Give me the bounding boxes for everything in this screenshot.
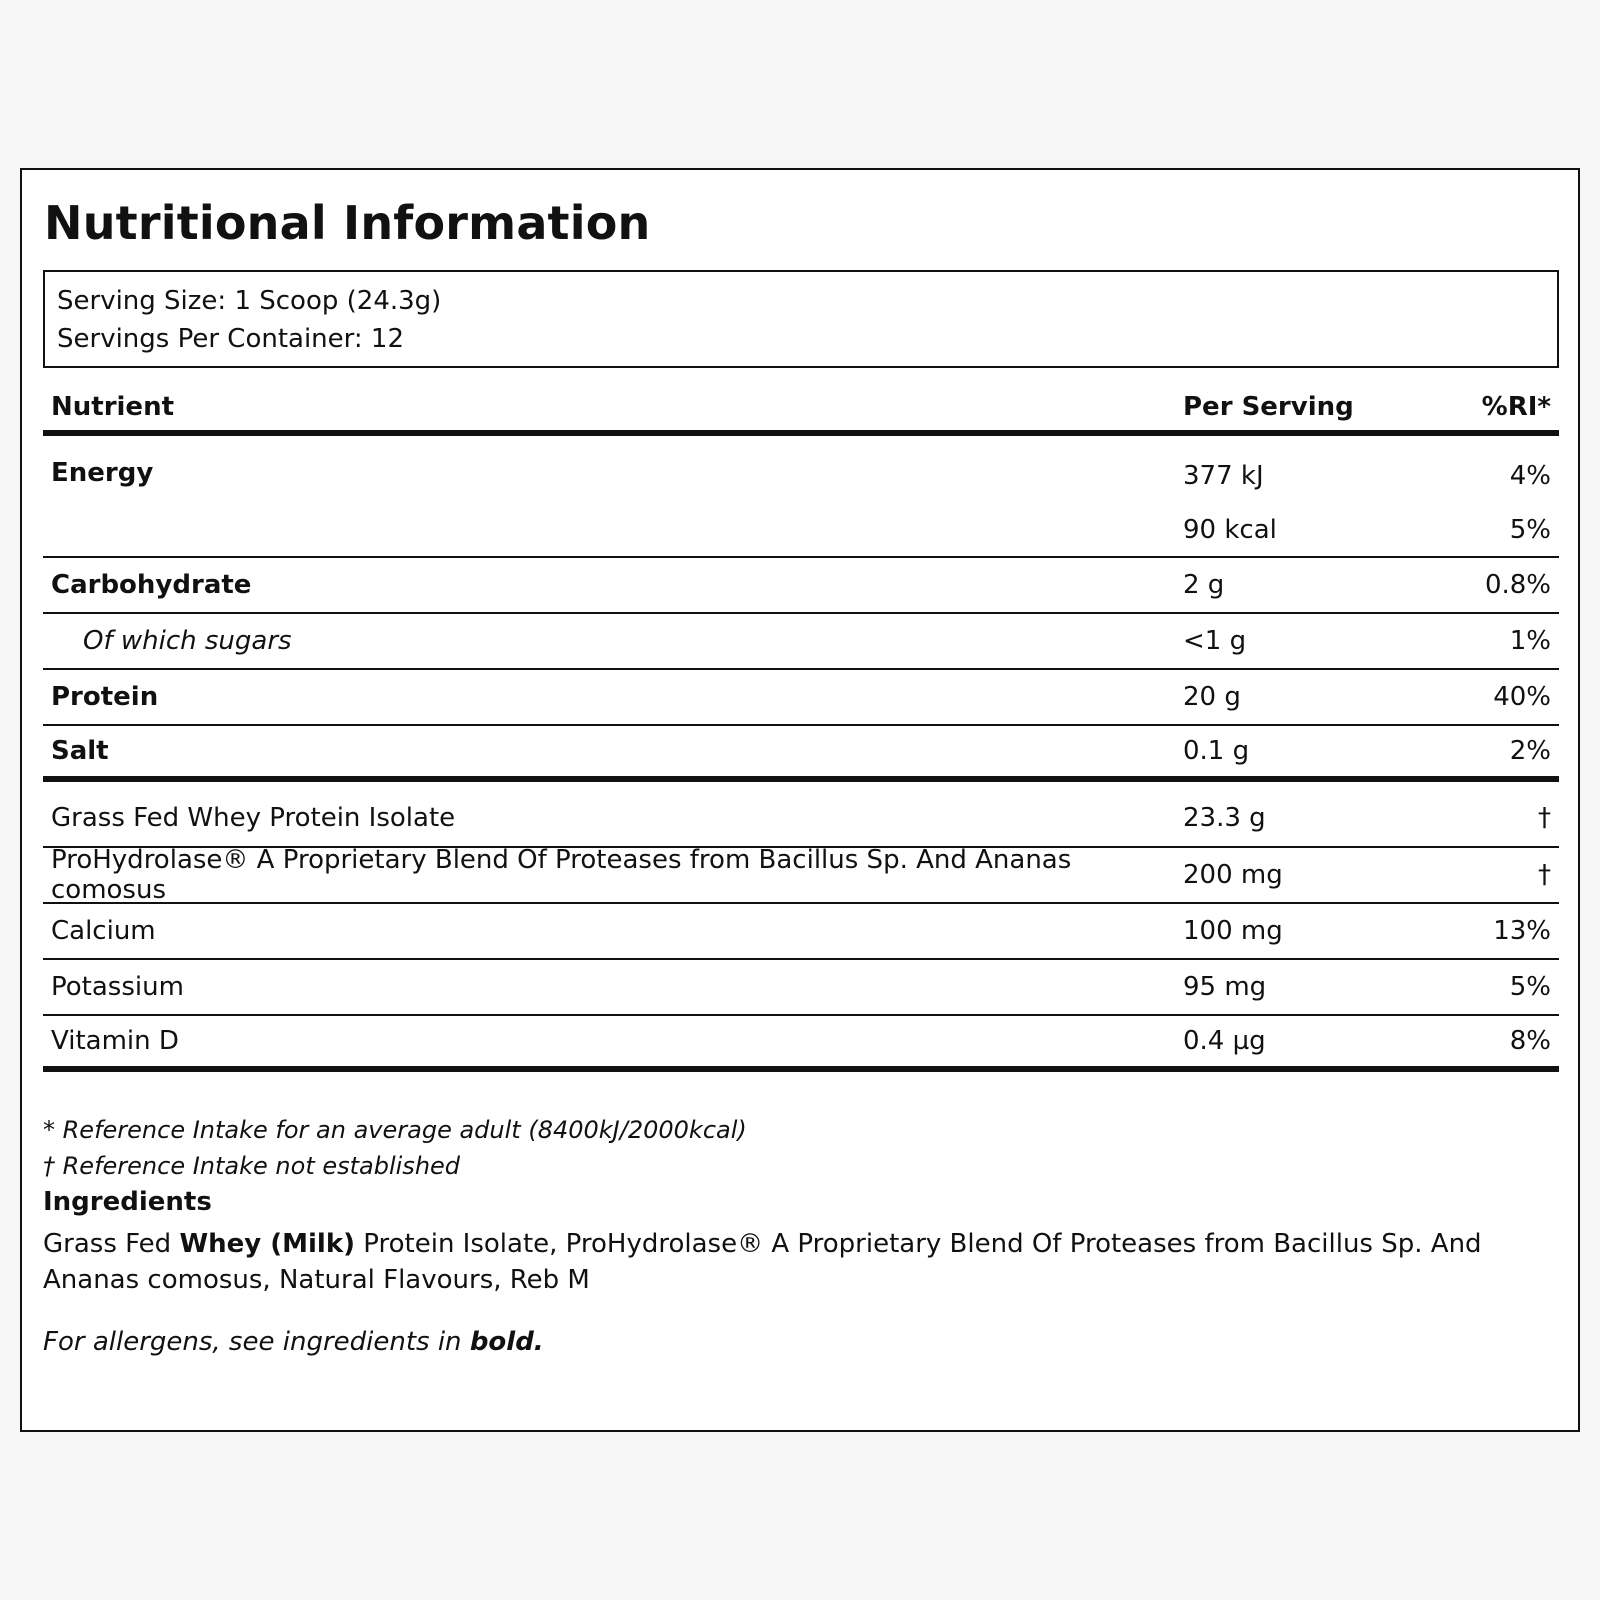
nutrient-name: Of which sugars — [83, 626, 292, 656]
servings-per-container: Servings Per Container: 12 — [57, 324, 405, 354]
ingredients-text-start: Grass Fed — [43, 1229, 180, 1259]
per-serving-value: 0.4 µg — [1183, 1026, 1266, 1056]
serving-size: Serving Size: 1 Scoop (24.3g) — [57, 286, 442, 316]
nutrient-name: ProHydrolase® A Proprietary Blend Of Proteases from Bacillus Sp. And Ananas comosus — [51, 845, 1072, 905]
page-title: Nutritional Information — [44, 196, 651, 250]
ri-value: 0.8% — [1484, 570, 1551, 600]
nutrient-name: Potassium — [51, 972, 184, 1002]
energy-kcal: 90 kcal — [1183, 515, 1277, 545]
ri-footnote: * Reference Intake for an average adult (8400kJ/2000kcal) — [43, 1116, 747, 1144]
table-row — [43, 960, 1559, 1016]
ri-value: 13% — [1493, 916, 1551, 946]
table-row — [43, 670, 1559, 726]
header-ri: %RI* — [1481, 392, 1551, 422]
ri-value: 1% — [1509, 626, 1551, 656]
header-nutrient: Nutrient — [51, 392, 175, 422]
per-serving-value: 0.1 g — [1183, 736, 1250, 766]
energy-kcal-ri: 5% — [1509, 515, 1551, 545]
table-row — [43, 558, 1559, 614]
nutrient-name: Calcium — [51, 916, 156, 946]
table-row — [43, 614, 1559, 670]
ri-value: 40% — [1493, 682, 1551, 712]
nutrient-name: Energy — [51, 458, 154, 488]
ingredients-heading: Ingredients — [43, 1187, 212, 1217]
allergen-note — [43, 1324, 544, 1360]
per-serving-value: 200 mg — [1183, 860, 1283, 890]
per-serving-value: 20 g — [1183, 682, 1241, 712]
serving-info-box — [43, 270, 1559, 368]
table-row — [43, 782, 1559, 848]
footnotes — [43, 1112, 747, 1184]
ri-value: † — [1538, 803, 1551, 833]
ri-value: 5% — [1509, 972, 1551, 1002]
ingredients-text-end: Protein Isolate, ProHydrolase® A Proprietary Blend Of Proteases from Bacillus Sp. And Ananas comosus, Natural Flavours, Reb M — [43, 1229, 1482, 1295]
table-row — [43, 1016, 1559, 1072]
nutrient-name: Carbohydrate — [51, 570, 252, 600]
ingredients-allergen: Whey (Milk) — [179, 1229, 356, 1259]
table-header — [43, 378, 1559, 436]
per-serving-value: <1 g — [1183, 626, 1247, 656]
nutrient-name: Protein — [51, 682, 159, 712]
dagger-footnote: † Reference Intake not established — [43, 1152, 461, 1180]
per-serving-value: 95 mg — [1183, 972, 1267, 1002]
ri-value: 2% — [1509, 736, 1551, 766]
nutrient-name: Salt — [51, 736, 109, 766]
energy-kj-ri: 4% — [1509, 461, 1551, 491]
per-serving-value: 23.3 g — [1183, 803, 1266, 833]
table-row-energy — [43, 436, 1559, 558]
allergen-note-bold: bold. — [469, 1327, 544, 1357]
ri-value: † — [1538, 860, 1551, 890]
nutrition-label — [20, 168, 1580, 1432]
energy-ri-values — [1441, 436, 1559, 557]
per-serving-value: 100 mg — [1183, 916, 1283, 946]
per-serving-value: 2 g — [1183, 570, 1225, 600]
table-row — [43, 845, 1559, 905]
energy-kj: 377 kJ — [1183, 461, 1264, 491]
ingredients-text — [43, 1226, 1523, 1298]
energy-values — [1183, 436, 1441, 557]
table-row — [43, 904, 1559, 960]
header-per-serving: Per Serving — [1183, 392, 1354, 422]
nutrient-name: Grass Fed Whey Protein Isolate — [51, 803, 456, 833]
ri-value: 8% — [1509, 1026, 1551, 1056]
nutrition-table — [43, 378, 1559, 1072]
nutrient-name: Vitamin D — [51, 1026, 179, 1056]
table-row — [43, 726, 1559, 782]
allergen-note-text: For allergens, see ingredients in — [43, 1327, 470, 1357]
